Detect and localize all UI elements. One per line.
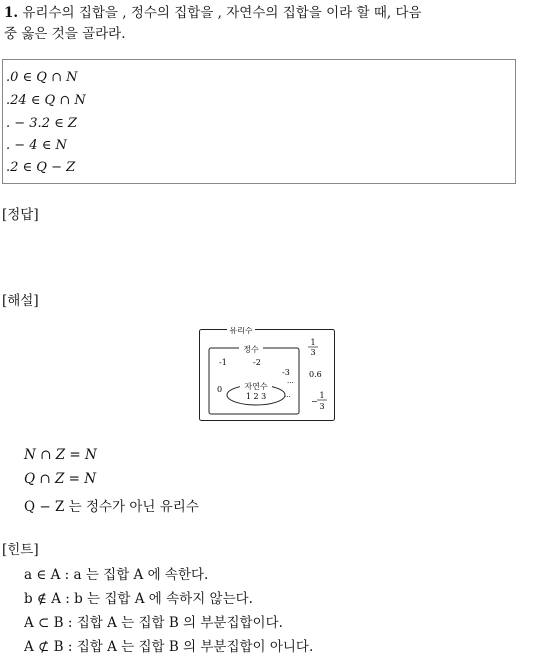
answer-label: [정답] [2,207,39,223]
hint-line-1: a ∈ A : a 는 집합 A 에 속한다. [24,567,209,583]
int-neg3: -3 [282,368,290,377]
explanation-line-1: N ∩ Z = N [24,447,97,463]
frac2-sign: − [311,397,318,406]
frac1-num: 1 [310,338,316,347]
int-zero: 0 [217,385,223,394]
question-line-2: 중 옳은 것을 골라라. [4,26,126,42]
frac2-den: 3 [319,402,325,411]
question-text-1: 유리수의 집합을 , 정수의 집합을 , 자연수의 집합을 이라 할 때, 다음 [22,5,422,21]
choice-4[interactable]: . − 4 ∈ N [6,138,67,153]
integer-label: 정수 [243,345,259,354]
choice-5[interactable]: .2 ∈ Q − Z [6,160,76,175]
frac1-den: 3 [310,348,316,357]
choice-3[interactable]: . − 3.2 ∈ Z [6,116,77,131]
explanation-line-3: Q − Z 는 정수가 아닌 유리수 [24,499,199,515]
hint-line-4: A ⊄ B : 집합 A 는 집합 B 의 부분집합이 아니다. [24,639,314,655]
choice-1[interactable]: .0 ∈ Q ∩ N [6,70,78,85]
frac2-num: 1 [319,391,325,400]
venn-diagram [199,327,336,422]
hint-line-3: A ⊂ B : 집합 A 는 집합 B 의 부분집합이다. [24,615,283,631]
hint-line-2: b ∉ A : b 는 집합 A 에 속하지 않는다. [24,591,253,607]
choice-2[interactable]: .24 ∈ Q ∩ N [6,93,86,108]
question-line-1 [4,2,422,24]
choices-box [2,59,516,184]
int-neg1: -1 [219,358,227,367]
int-dots: ... [287,377,294,385]
natural-label: 자연수 [244,382,268,391]
rational-label: 유리수 [229,327,253,335]
explanation-line-2: Q ∩ Z = N [24,471,97,487]
question-number: 1. [4,5,19,21]
explanation-label: [해설] [2,293,39,309]
natural-values: 1 2 3 [245,392,267,401]
natural-dots: ... [284,391,291,399]
int-neg2: -2 [253,358,261,367]
rational-0-6: 0.6 [309,370,322,379]
hint-label: [힌트] [2,542,39,558]
